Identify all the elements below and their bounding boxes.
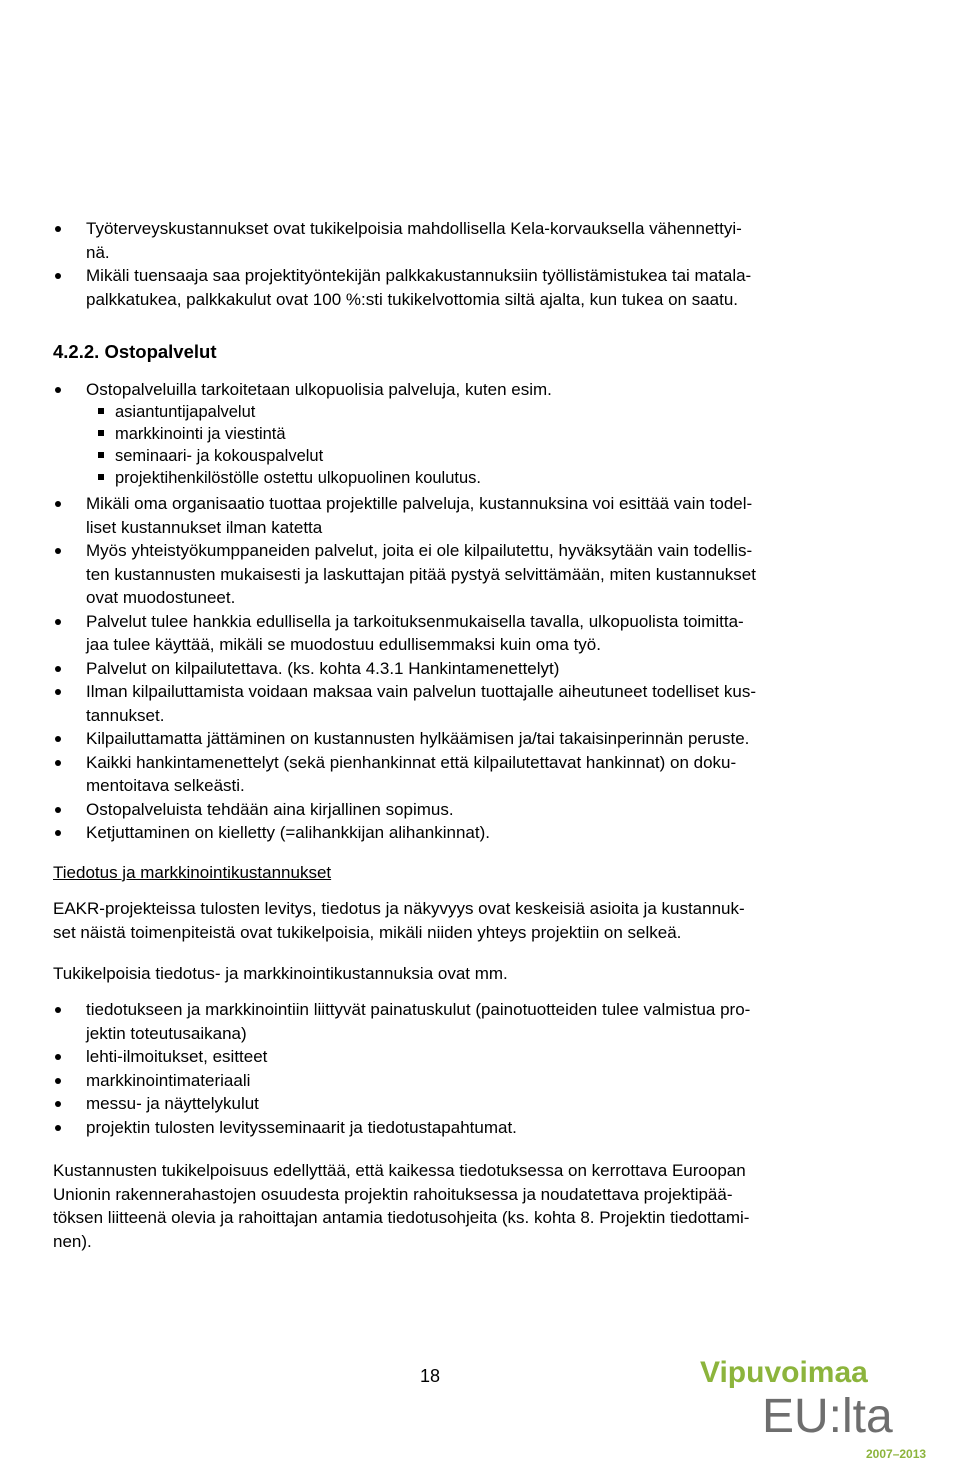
text-line: jektin toteutusaikana) [86,1023,247,1043]
sub-item-text: markkinointi ja viestintä [115,425,286,443]
list-item [53,610,873,657]
list-item [53,1069,873,1093]
section-number: 4.2.2. [53,341,100,362]
list-item [53,264,873,311]
bullet-dot [55,619,61,625]
text-line: nen). [53,1231,92,1251]
text-line: EAKR-projekteissa tulosten levitys, tiedotus ja näkyvyys ovat keskeisiä asioita ja kustannuk- [53,899,745,918]
bullet-dot [55,501,61,507]
text-line: Ostopalveluista tehdään aina kirjallinen sopimus. [86,799,454,819]
list-item [53,998,873,1045]
sub-item-text: projektihenkilöstölle ostettu ulkopuolinen koulutus. [115,469,481,487]
square-bullet [98,474,104,480]
text-line: jaa tulee käyttää, mikäli se muodostuu edullisemmaksi kuin oma työ. [86,635,601,654]
bullet-dot [55,666,61,672]
list-item [53,727,873,751]
list-item [53,1092,873,1116]
bullet-dot [55,273,61,279]
text-line: mentoitava selkeästi. [86,776,245,795]
list-item [53,492,873,539]
bullet-dot [55,1007,61,1013]
logo-line2: EU:lta [762,1390,893,1443]
sub-item-text: asiantuntijapalvelut [115,403,256,421]
vipuvoimaa-logo [700,1352,940,1462]
sub-list-item [97,423,481,445]
text-line: Ilman kilpailuttamista voidaan maksaa vain palvelun tuottajalle aiheutuneet todelliset kus- [86,682,756,701]
text-line: projektin tulosten levitysseminaarit ja tiedotustapahtumat. [86,1117,517,1137]
bullet-dot [55,736,61,742]
list-item [53,751,873,798]
square-bullet [98,430,104,436]
sub-list-item [97,445,481,467]
text-line: messu- ja näyttelykulut [86,1094,259,1113]
text-line: Kaikki hankintamenettelyt (sekä pienhankinnat että kilpailutettavat hankinnat) on doku- [86,752,737,772]
bullet-dot [55,830,61,836]
list-item [53,680,873,727]
text-line: Mikäli tuensaaja saa projektityöntekijän palkkakustannuksiin työllistämistukea tai matala- [86,266,752,285]
text-line: Työterveyskustannukset ovat tukikelpoisia mahdollisella Kela-korvauksella vähennettyi- [86,219,742,238]
text-line: Palvelut on kilpailutettava. (ks. kohta 4.3.1 Hankintamenettelyt) [86,658,560,678]
text-line: ten kustannusten mukaisesti ja laskuttajan pitää pystyä selvittämään, miten kustannukset [86,564,756,584]
sub-list-item [97,401,481,423]
list-item [53,1116,873,1140]
bullet-dot [55,387,61,393]
text-line: Myös yhteistyökumppaneiden palvelut, joita ei ole kilpailutettu, hyväksytään vain todellis- [86,541,753,560]
text-line: Kustannusten tukikelpoisuus edellyttää, että kaikessa tiedotuksessa on kerrottava Euroopan [53,1161,746,1180]
list-item [53,378,873,402]
section-heading [53,341,217,363]
bullet-dot [55,1054,61,1060]
text-line: lehti-ilmoitukset, esitteet [86,1047,268,1066]
main-bullet-list [53,492,873,845]
list-item [53,1045,873,1069]
list-item [53,217,873,264]
bullet-dot [55,1101,61,1107]
text-line: set näistä toimenpiteistä ovat tukikelpoisia, mikäli niiden yhteys projektiin on selkeä. [53,922,682,942]
text-line: ovat muodostuneet. [86,588,236,607]
text-line: Palvelut tulee hankkia edullisella ja tarkoituksenmukaisella tavalla, ulkopuolista toimitta- [86,611,744,631]
list-item [53,657,873,681]
paragraph-1 [53,897,745,944]
bullet-dot [55,807,61,813]
first-bullet-list [53,378,873,402]
bullet-text: Ostopalveluilla tarkoitetaan ulkopuolisia palveluja, kuten esim. [86,380,552,399]
list-item [53,539,873,610]
section-title: Ostopalvelut [104,341,217,362]
intro-bullet-list [53,217,873,311]
paragraph-3 [53,1159,749,1253]
cost-bullet-list [53,998,873,1139]
text-line: Unionin rakennerahastojen osuudesta projektin rahoituksessa ja noudatettava projektipää- [53,1184,733,1204]
paragraph-2: Tukikelpoisia tiedotus- ja markkinointikustannuksia ovat mm. [53,964,508,983]
bullet-dot [55,1125,61,1131]
bullet-dot [55,226,61,232]
bullet-dot [55,689,61,695]
text-line: liset kustannukset ilman katetta [86,517,323,537]
sub-list-item [97,467,481,489]
square-bullet [98,408,104,414]
logo-years: 2007–2013 [866,1447,927,1461]
text-line: Ketjuttaminen on kielletty (=alihankkijan alihankinnat). [86,823,490,842]
bullet-dot [55,548,61,554]
text-line: töksen liitteenä olevia ja rahoittajan antamia tiedotusohjeita (ks. kohta 8. Projektin tiedottami- [53,1208,750,1227]
text-line: nä. [86,242,110,262]
page-number: 18 [420,1366,441,1386]
bullet-dot [55,1078,61,1084]
square-bullet [98,452,104,458]
text-line: tannukset. [86,705,165,725]
text-line: Mikäli oma organisaatio tuottaa projektille palveluja, kustannuksina voi esittää vain todel- [86,494,753,513]
bullet-dot [55,760,61,766]
list-item [53,798,873,822]
sub-item-text: seminaari- ja kokouspalvelut [115,447,324,465]
list-item [53,821,873,845]
sub-item-list [97,401,481,489]
text-line: tiedotukseen ja markkinointiin liittyvät painatuskulut (painotuotteiden tulee valmistua pro- [86,1000,751,1019]
logo-line1: Vipuvoimaa [700,1356,868,1389]
text-line: palkkatukea, palkkakulut ovat 100 %:sti tukikelvottomia siltä ajalta, kun tukea on saatu. [86,289,739,309]
text-line: Kilpailuttamatta jättäminen on kustannusten hylkäämisen ja/tai takaisinperinnän peruste. [86,729,750,748]
text-line: markkinointimateriaali [86,1070,251,1090]
subheading: Tiedotus ja markkinointikustannukset [53,863,332,882]
